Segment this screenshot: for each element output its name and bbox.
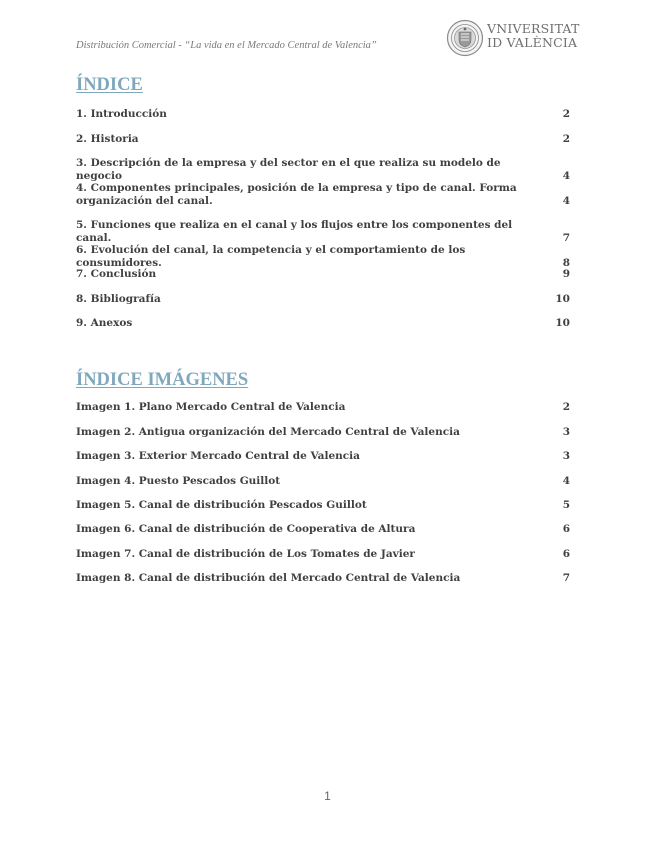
toc-entry[interactable] xyxy=(76,219,570,245)
toc-entry-label: 8. Bibliografía xyxy=(76,293,161,305)
image-entry[interactable] xyxy=(76,475,570,488)
image-entry[interactable] xyxy=(76,426,570,439)
toc-entry-label: 4. Componentes principales, posición de la empresa y tipo de canal. Forma organización del canal. xyxy=(76,182,517,207)
university-logo xyxy=(446,19,580,59)
image-entry[interactable] xyxy=(76,401,570,414)
image-entry-label: Imagen 7. Canal de distribución de Los Tomates de Javier xyxy=(76,548,415,560)
toc-entry-label: 7. Conclusión xyxy=(76,268,157,280)
images-index-title: ÍNDICE IMÁGENES xyxy=(76,370,249,390)
toc-entry-page: 7 xyxy=(562,232,570,244)
image-entry-page: 3 xyxy=(562,450,570,462)
toc-entry-page: 4 xyxy=(562,195,570,207)
image-entry-label: Imagen 4. Puesto Pescados Guillot xyxy=(76,475,281,487)
image-entry-label: Imagen 8. Canal de distribución del Mercado Central de Valencia xyxy=(76,572,461,584)
toc-entry[interactable] xyxy=(76,244,570,270)
toc-entry-label: 1. Introducción xyxy=(76,108,167,120)
image-entry[interactable] xyxy=(76,450,570,463)
image-entry-page: 5 xyxy=(562,499,570,511)
image-entry-label: Imagen 5. Canal de distribución Pescados Guillot xyxy=(76,499,367,511)
toc-entry-label: 2. Historia xyxy=(76,133,139,145)
toc-entry-label: 5. Funciones que realiza en el canal y los flujos entre los componentes del canal. xyxy=(76,219,513,244)
image-entry-page: 4 xyxy=(562,475,570,487)
toc-entry-page: 8 xyxy=(562,257,570,269)
toc-entry[interactable] xyxy=(76,133,570,146)
image-entry-page: 6 xyxy=(562,548,570,560)
toc-entry-page: 4 xyxy=(562,170,570,182)
toc-entry[interactable] xyxy=(76,317,570,330)
image-entry-label: Imagen 3. Exterior Mercado Central de Valencia xyxy=(76,450,360,462)
university-seal-icon xyxy=(446,19,484,57)
university-name-line1: VNIVERSITAT xyxy=(487,21,580,36)
toc-entry[interactable] xyxy=(76,108,570,121)
image-entry-page: 7 xyxy=(562,572,570,584)
toc-entry[interactable] xyxy=(76,157,570,183)
toc-entry[interactable] xyxy=(76,293,570,306)
toc-entry-page: 2 xyxy=(562,133,570,145)
image-entry[interactable] xyxy=(76,499,570,512)
toc-entry-label: 9. Anexos xyxy=(76,317,133,329)
page-number: 1 xyxy=(324,789,331,803)
image-entry-page: 3 xyxy=(562,426,570,438)
toc-entry-page: 10 xyxy=(555,317,570,329)
toc-entry-page: 10 xyxy=(555,293,570,305)
image-entry-label: Imagen 2. Antigua organización del Mercado Central de Valencia xyxy=(76,426,460,438)
image-entry-page: 2 xyxy=(562,401,570,413)
toc-entry-page: 2 xyxy=(562,108,570,120)
toc-entry-label: 6. Evolución del canal, la competencia y el comportamiento de los consumidores. xyxy=(76,244,466,269)
image-entry[interactable] xyxy=(76,523,570,536)
index-title: ÍNDICE xyxy=(76,75,143,95)
running-header: Distribución Comercial - “La vida en el Mercado Central de Valencia” xyxy=(76,40,377,51)
university-name xyxy=(487,22,580,50)
image-entry-page: 6 xyxy=(562,523,570,535)
image-entry[interactable] xyxy=(76,548,570,561)
image-entry-label: Imagen 6. Canal de distribución de Cooperativa de Altura xyxy=(76,523,416,535)
image-entry-label: Imagen 1. Plano Mercado Central de Valencia xyxy=(76,401,346,413)
image-entry[interactable] xyxy=(76,572,570,585)
toc-entry-label: 3. Descripción de la empresa y del sector en el que realiza su modelo de negocio xyxy=(76,157,501,182)
university-name-line2: ID VALÈNCIA xyxy=(487,35,578,50)
toc-entry-page: 9 xyxy=(562,268,570,280)
toc-entry[interactable] xyxy=(76,268,570,281)
toc-entry[interactable] xyxy=(76,182,570,208)
